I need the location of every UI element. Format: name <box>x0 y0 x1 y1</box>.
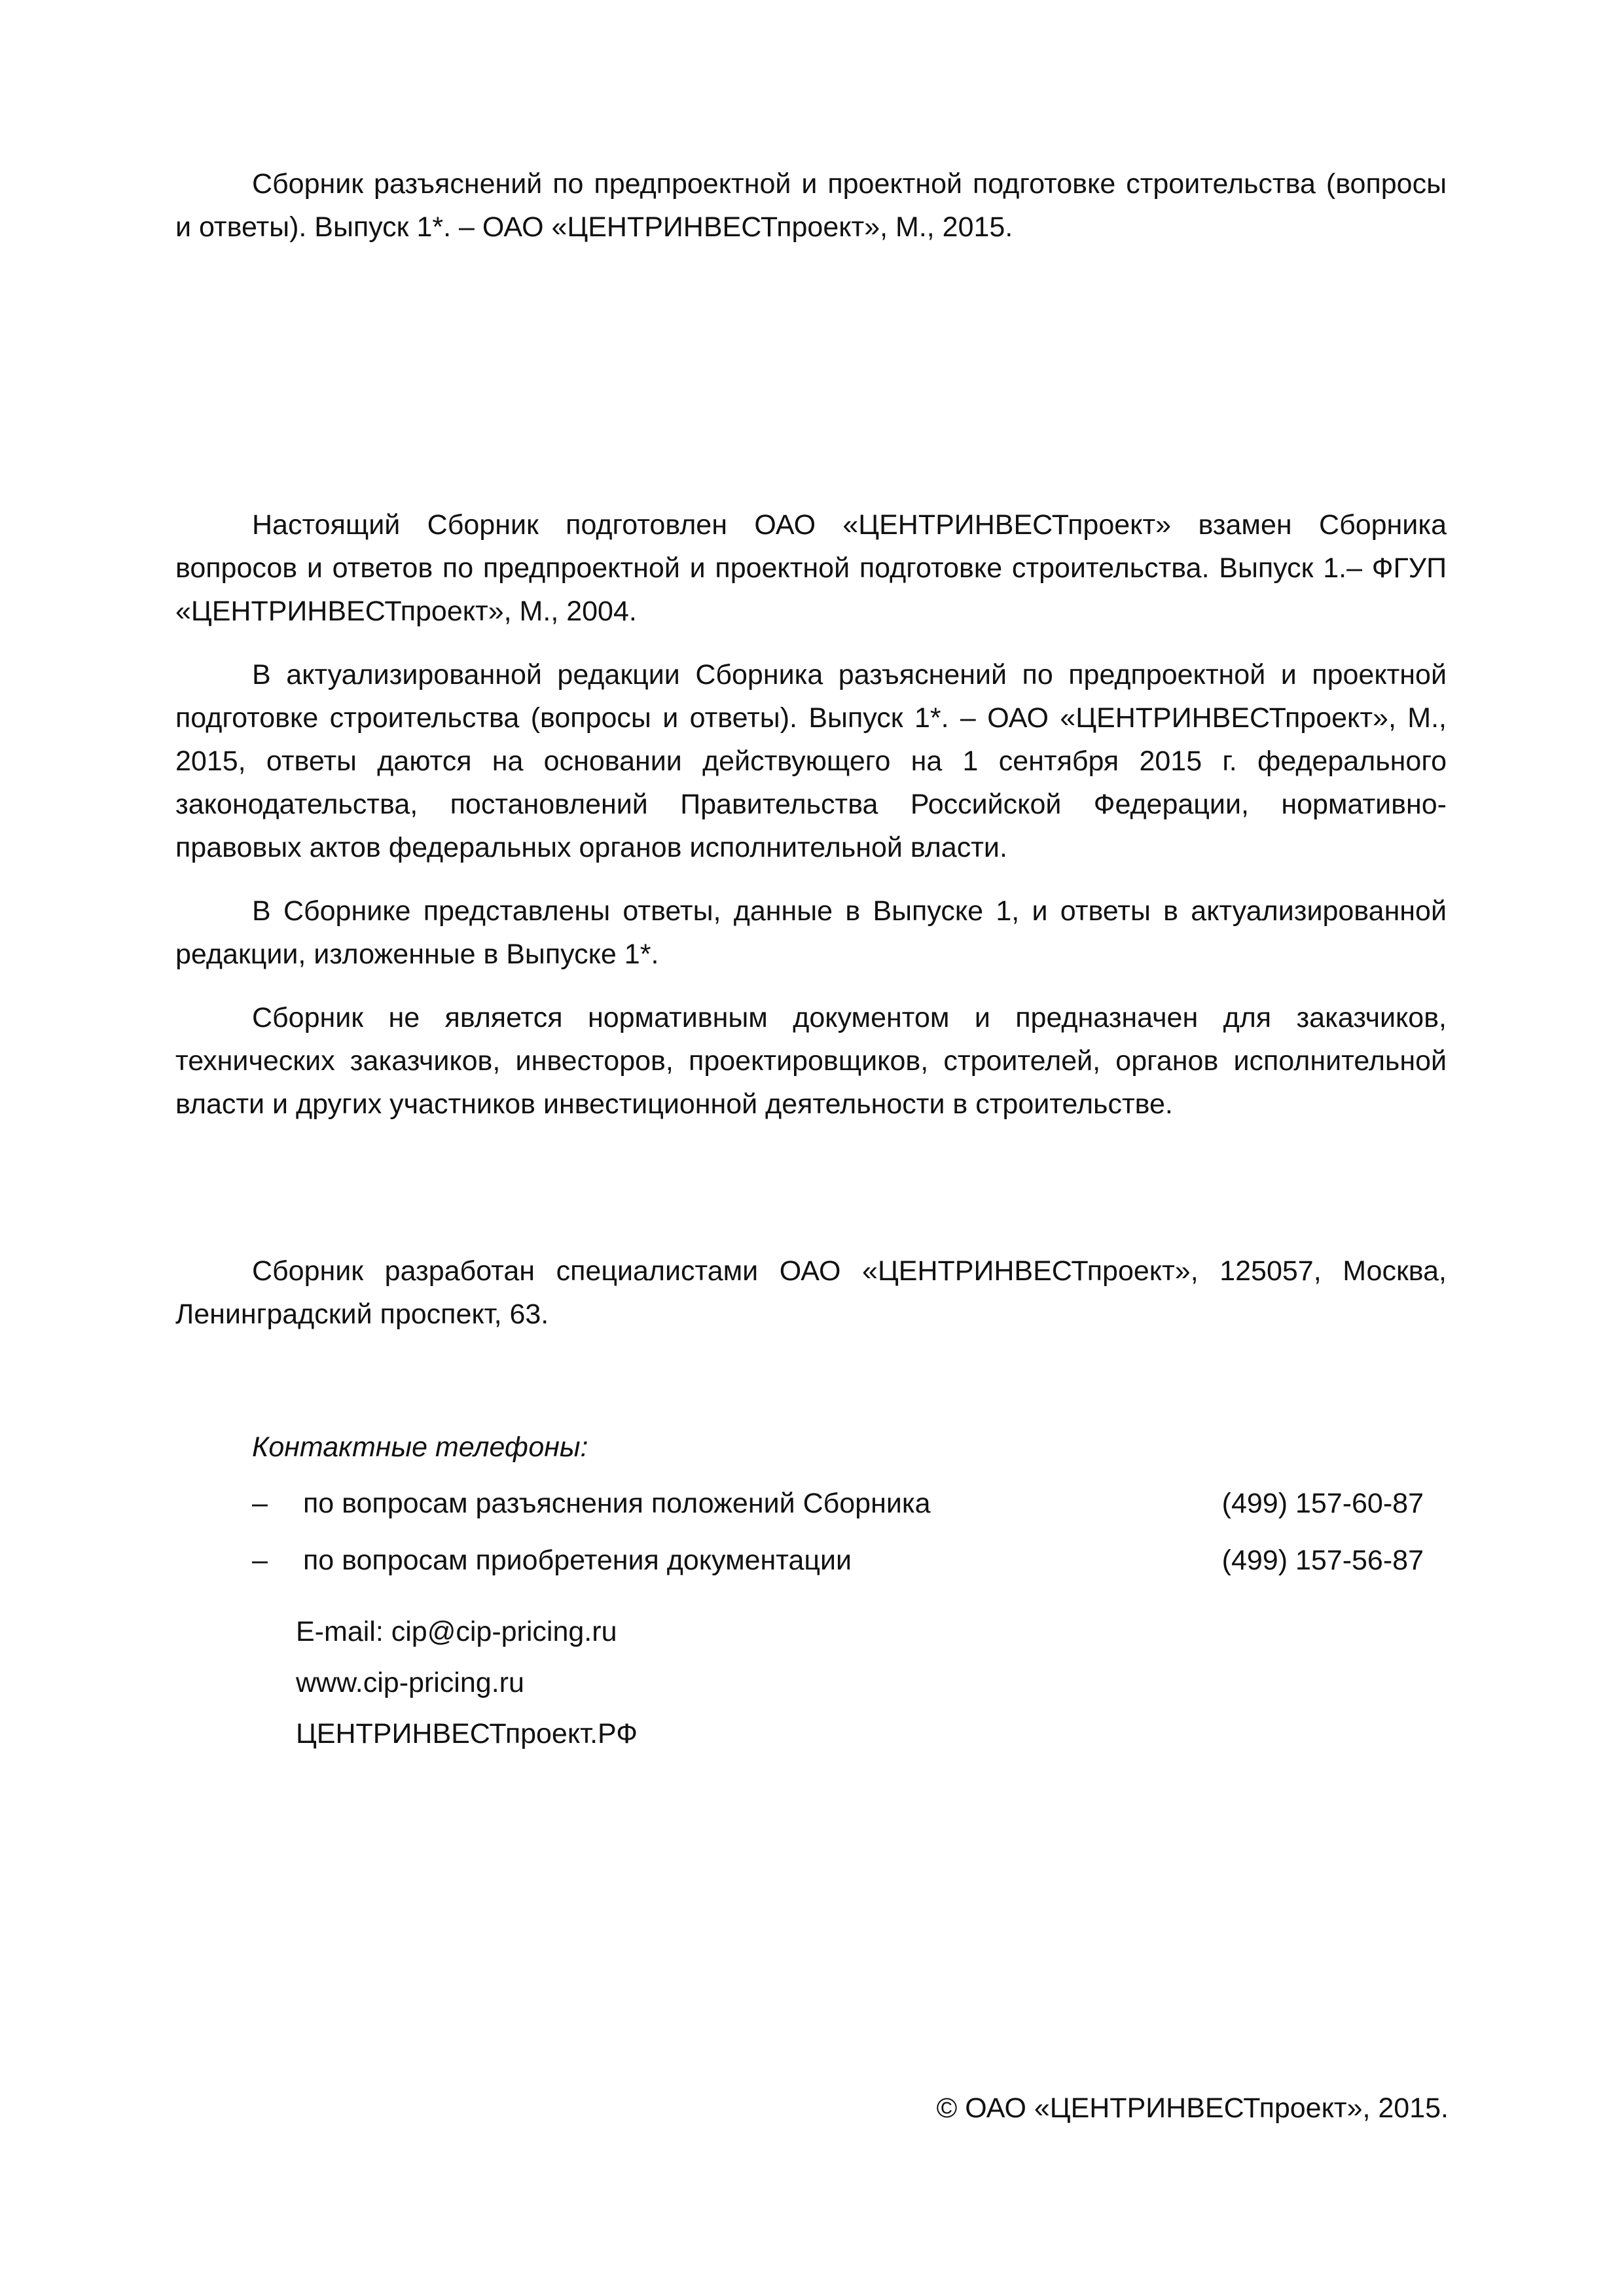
website-line: www.cip-pricing.ru <box>296 1667 524 1698</box>
citation-text: Сборник разъяснений по предпроектной и проектной подготовке строительства (вопросы и ответы). Выпуск 1*. – ОАО «ЦЕНТРИНВЕСТпроект», М., 2015. <box>175 168 1447 243</box>
intro-section <box>175 503 1447 1126</box>
phone-label: по вопросам разъяснения положений Сборника <box>303 1488 931 1519</box>
phone-list <box>252 1482 1424 1596</box>
phone-item <box>252 1482 1424 1525</box>
developer-block <box>175 1249 1447 1336</box>
citation-block <box>175 162 1447 249</box>
phone-number: (499) 157-56-87 <box>1221 1545 1424 1576</box>
phone-label: по вопросам приобретения документации <box>303 1545 852 1576</box>
email-line: E-mail: cip@cip-pricing.ru <box>296 1616 617 1647</box>
intro-paragraph: Настоящий Сборник подготовлен ОАО «ЦЕНТРИНВЕСТпроект» взамен Сборника вопросов и ответов по предпроектной и проектной подготовке строительства. Выпуск 1.– ФГУП «ЦЕНТРИНВЕСТпроект», М., 2004. <box>175 509 1447 627</box>
copyright-notice: © ОАО «ЦЕНТРИНВЕСТпроект», 2015. <box>936 2092 1449 2124</box>
intro-paragraph: В Сборнике представлены ответы, данные в Выпуске 1, и ответы в актуализированной редакции, изложенные в Выпуске 1*. <box>175 895 1447 970</box>
list-dash: – <box>252 1545 268 1576</box>
list-dash: – <box>252 1488 268 1519</box>
developer-text: Сборник разработан специалистами ОАО «ЦЕНТРИНВЕСТпроект», 125057, Москва, Ленинградский проспект, 63. <box>175 1255 1447 1330</box>
phone-number: (499) 157-60-87 <box>1221 1488 1424 1519</box>
website-rf-line: ЦЕНТРИНВЕСТпроект.РФ <box>296 1718 638 1749</box>
phone-item <box>252 1539 1424 1582</box>
intro-paragraph: Сборник не является нормативным документом и предназначен для заказчиков, технических заказчиков, инвесторов, проектировщиков, строителей, органов исполнительной власти и других участников инвестиционной деятельности в строительстве. <box>175 1002 1447 1120</box>
intro-paragraph: В актуализированной редакции Сборника разъяснений по предпроектной и проектной подготовке строительства (вопросы и ответы). Выпуск 1*. – ОАО «ЦЕНТРИНВЕСТпроект», М., 2015, ответы даются на основании действующего на 1 сентября 2015 г. федерального законодательства, постановлений Правительства Российской Федерации, нормативно-правовых актов федеральных органов исполнительной власти. <box>175 659 1447 863</box>
contacts-heading: Контактные телефоны: <box>252 1431 588 1463</box>
contact-links <box>296 1610 638 1763</box>
